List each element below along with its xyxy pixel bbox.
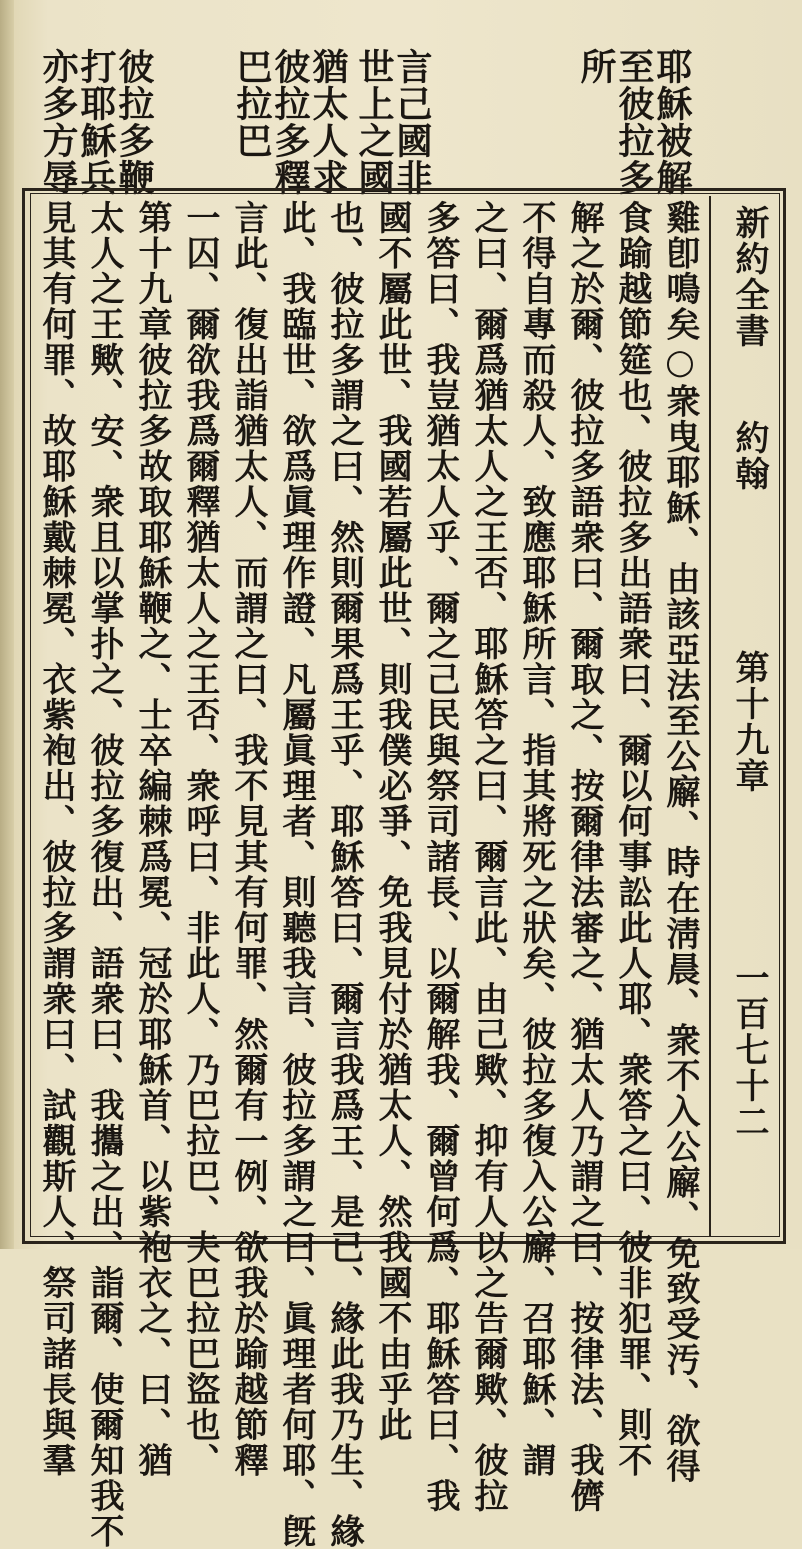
text-column: 也、彼拉多謂之曰、然則爾果爲王乎、耶穌答曰、爾言我爲王、是已、緣此我乃生、緣 — [324, 200, 364, 1549]
text-column: 第十九章彼拉多故取耶穌鞭之、士卒編棘爲冕、冠於耶穌首、以紫袍衣之、曰、猶 — [132, 200, 172, 1478]
text-column: 國不屬此世、我國若屬此世、則我僕必爭、免我見付於猶太人、然我國不由乎此 — [372, 200, 412, 1443]
margin-note: 亦多方辱 — [37, 48, 79, 196]
text-column: 此、我臨世、欲爲眞理作證、凡屬眞理者、則聽我言、彼拉多謂之曰、眞理者何耶、旣 — [276, 200, 316, 1549]
margin-note: 耶穌被解 — [651, 48, 693, 196]
chapter-heading: 第十九章 — [729, 650, 769, 794]
margin-note: 彼拉多鞭 — [113, 48, 155, 196]
book-title: 新約全書 — [729, 205, 769, 349]
header-divider — [709, 196, 711, 1236]
text-column: 見其有何罪、故耶穌戴棘冕、衣紫袍出、彼拉多謂衆曰、試觀斯人、祭司諸長與羣 — [36, 200, 76, 1478]
margin-note: 彼拉多釋 — [269, 48, 311, 196]
text-column: 食踰越節筵也、彼拉多出語衆曰、爾以何事訟此人耶、衆答之曰、彼非犯罪、則不 — [612, 200, 652, 1478]
text-column: 太人之王歟、安、衆且以掌扑之、彼拉多復出、語衆曰、我攜之出、詣爾、使爾知我不 — [84, 200, 124, 1549]
text-column: 言此、復出詣猶太人、而謂之曰、我不見其有何罪、然爾有一例、欲我於踰越節釋 — [228, 200, 268, 1478]
margin-note: 打耶穌兵 — [75, 48, 117, 196]
margin-note: 巴拉巴 — [231, 48, 273, 159]
margin-note: 世上之國 — [353, 48, 395, 196]
margin-note: 言己國非 — [391, 48, 433, 196]
text-column: 雞卽鳴矣○衆曳耶穌、由該亞法至公廨、時在淸晨、衆不入公廨、免致受汚、欲得 — [660, 200, 700, 1484]
margin-note: 至彼拉多 — [613, 48, 655, 196]
margin-note: 猶太人求 — [307, 48, 349, 196]
gospel-name: 約翰 — [729, 420, 769, 492]
text-column: 不得自專而殺人、致應耶穌所言、指其將死之狀矣、彼拉多復入公廨、召耶穌、謂 — [516, 200, 556, 1478]
text-column: 多答曰、我豈猶太人乎、爾之己民與祭司諸長、以爾解我、爾曾何爲、耶穌答曰、我 — [420, 200, 460, 1514]
margin-note: 所 — [575, 48, 617, 85]
page-gutter — [0, 0, 14, 1249]
text-column: 一囚、爾欲我爲爾釋猶太人之王否、衆呼曰、非此人、乃巴拉巴、夫巴拉巴盜也、 — [180, 200, 220, 1478]
text-column: 解之於爾、彼拉多語衆曰、爾取之、按爾律法審之、猶太人乃謂之曰、按律法、我儕 — [564, 200, 604, 1514]
text-column: 之曰、爾爲猶太人之王否、耶穌答之曰、爾言此、由己歟、抑有人以之告爾歟、彼拉 — [468, 200, 508, 1514]
page-number: 一百七十二 — [729, 960, 769, 1140]
